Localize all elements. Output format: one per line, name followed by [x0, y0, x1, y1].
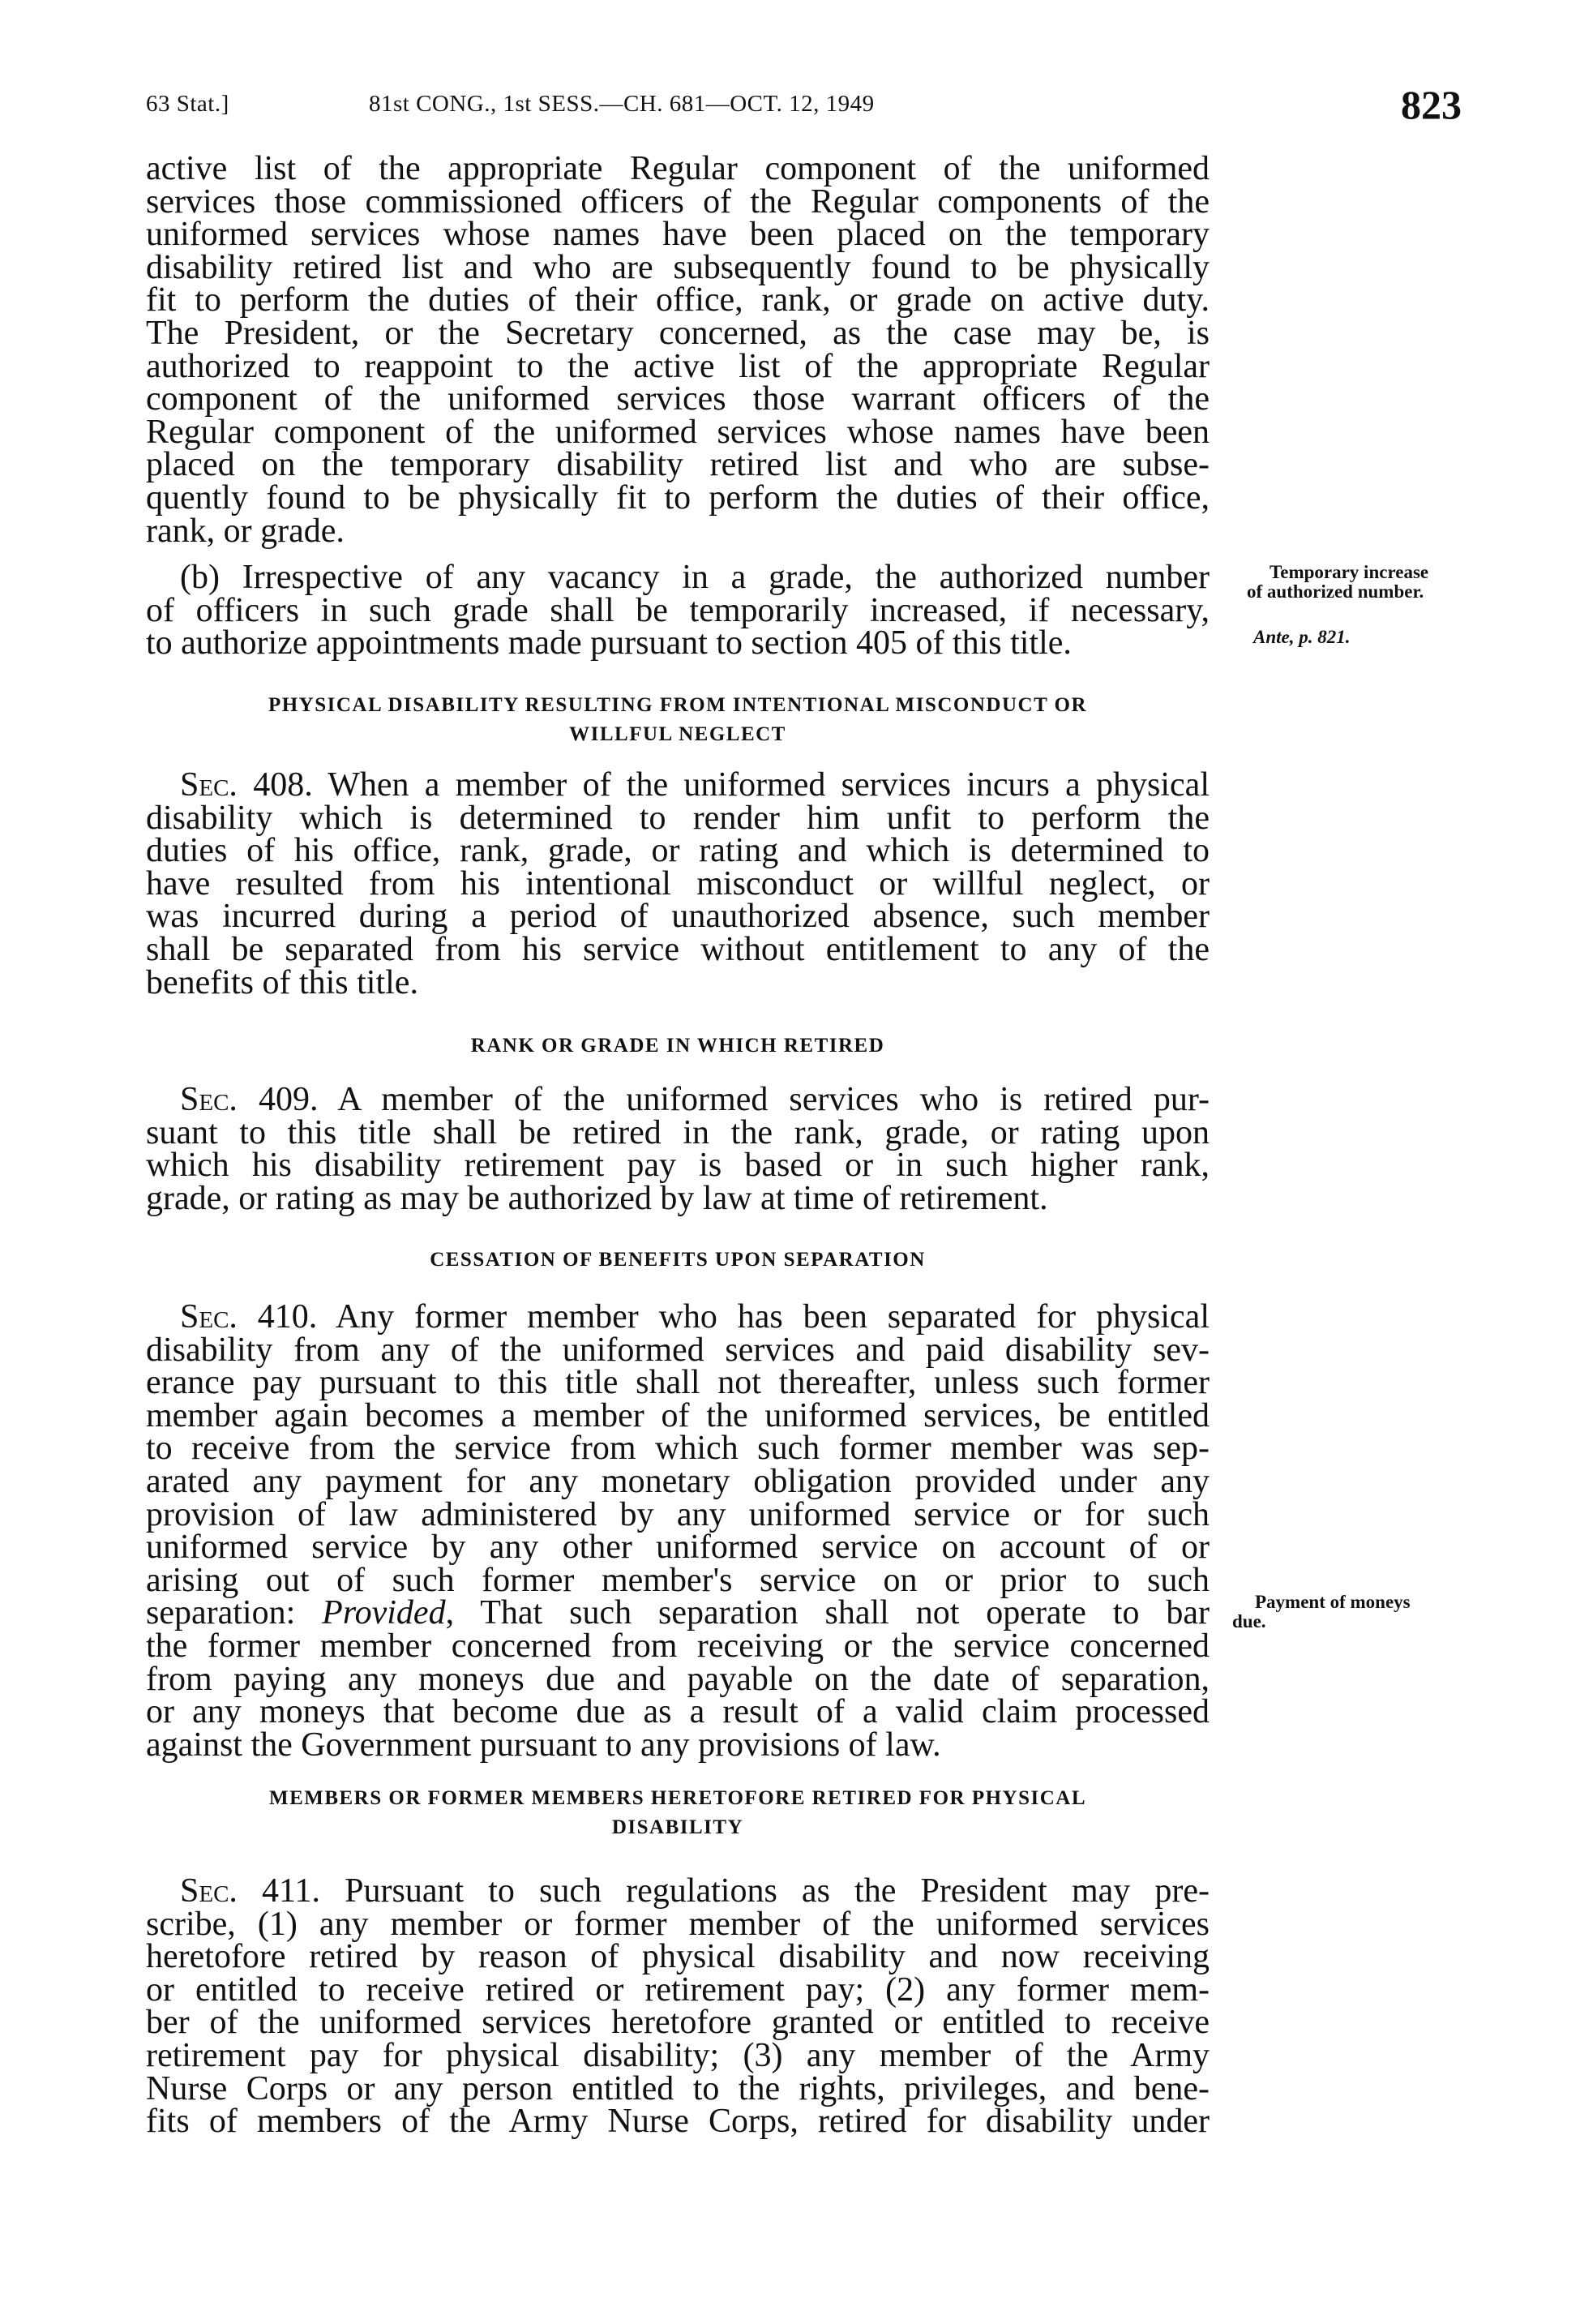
text-line: of officers in such grade shall be temporarily increased, if necessary, [146, 591, 1210, 629]
heading-line: PHYSICAL DISABILITY RESULTING FROM INTENTIONAL MISCONDUCT OR [268, 694, 1088, 716]
page-number: 823 [1401, 82, 1462, 127]
text-line: Sec. 410. Any former member who has been separated for physical [180, 1298, 1210, 1336]
header-running-title: 81st CONG., 1st SESS.—CH. 681—OCT. 12, 1949 [369, 91, 875, 117]
text-line: arated any payment for any monetary obligation provided under any [146, 1462, 1210, 1500]
text-line: heretofore retired by reason of physical disability and now receiving [146, 1938, 1210, 1976]
margin-note-line: Payment of moneys [1255, 1592, 1411, 1612]
text-line: disability from any of the uniformed services and paid disability sev- [146, 1331, 1210, 1369]
text-line: fits of members of the Army Nurse Corps, retired for disability under [146, 2103, 1210, 2141]
text-line: to receive from the service from which such former member was sep- [146, 1430, 1210, 1468]
text-line: (b) Irrespective of any vacancy in a grade, the authorized number [180, 559, 1210, 596]
text-line: Sec. 409. A member of the uniformed services who is retired pur- [180, 1081, 1210, 1118]
header-volume: 63 Stat.] [146, 91, 229, 117]
text-line: Nurse Corps or any person entitled to the rights, privileges, and bene- [146, 2069, 1210, 2107]
text-line: uniformed service by any other uniformed service on account of or [146, 1529, 1210, 1567]
heading-line: DISABILITY [611, 1816, 744, 1838]
text-line: uniformed services whose names have been placed on the temporary [146, 216, 1210, 254]
text-line: component of the uniformed services those warrant officers of the [146, 380, 1210, 418]
text-line: Regular component of the uniformed services whose names have been [146, 413, 1210, 451]
text-line: shall be separated from his service without entitlement to any of the [146, 930, 1210, 968]
text-line: or any moneys that become due as a result of a valid claim processed [146, 1693, 1210, 1731]
text-line: or entitled to receive retired or retirement pay; (2) any former mem- [146, 1970, 1210, 2009]
text-line: against the Government pursuant to any provisions of law. [146, 1726, 941, 1764]
text-line: The President, or the Secretary concerned, as the case may be, is [146, 314, 1210, 352]
heading-line: MEMBERS OR FORMER MEMBERS HERETOFORE RETIRED FOR PHYSICAL [268, 1787, 1087, 1809]
text-line: disability retired list and who are subsequently found to be physically [146, 248, 1210, 286]
paragraph-b [146, 561, 1210, 660]
text-line: quently found to be physically fit to perform the duties of their office, [146, 478, 1210, 517]
section-408 [146, 766, 1210, 1001]
text-line: from paying any moneys due and payable on the date of separation, [146, 1660, 1210, 1698]
text-line: ber of the uniformed services heretofore granted or entitled to receive [146, 2004, 1210, 2042]
text-line: have resulted from his intentional misconduct or willful neglect, or [146, 864, 1210, 903]
text-line: services those commissioned officers of the Regular components of the [146, 182, 1210, 221]
section-409 [146, 1083, 1210, 1215]
text-line: fit to perform the duties of their office, rank, or grade on active duty. [146, 281, 1210, 319]
text-line: provision of law administered by any uniformed service or for such [146, 1495, 1210, 1533]
text-line: disability which is determined to render him unfit to perform the [146, 799, 1210, 837]
text-line: suant to this title shall be retired in the rank, grade, or rating upon [146, 1113, 1210, 1151]
margin-note-ante: Ante, p. 821. [1253, 627, 1351, 647]
text-line: Sec. 411. Pursuant to such regulations as the President may pre- [180, 1872, 1210, 1910]
text-line: to authorize appointments made pursuant to section 405 of this title. [146, 624, 1072, 662]
section-410 [146, 1298, 1210, 1764]
text-line: retirement pay for physical disability; (3) any member of the Army [146, 2036, 1210, 2074]
heading-line: WILLFUL NEGLECT [569, 723, 786, 745]
text-line: active list of the appropriate Regular component of the uniformed [146, 150, 1210, 187]
text-line: authorized to reappoint to the active list of the appropriate Regular [146, 347, 1210, 385]
paragraph-continuation [146, 150, 1210, 550]
heading-sec-409 [146, 1031, 1210, 1061]
heading-line: CESSATION OF BENEFITS UPON SEPARATION [430, 1249, 926, 1271]
heading-sec-410 [146, 1246, 1210, 1275]
margin-note-payment [1232, 1593, 1411, 1632]
section-411 [146, 1872, 1210, 2141]
heading-sec-408 [146, 691, 1210, 749]
text-line: grade, or rating as may be authorized by law at time of retirement. [146, 1179, 1048, 1217]
margin-note-temporary-increase [1247, 563, 1458, 602]
margin-note-line: Temporary increase [1270, 562, 1429, 582]
heading-sec-411 [146, 1784, 1210, 1842]
text-line: separation: Provided, That such separation shall not operate to bar [146, 1594, 1210, 1632]
text-line: scribe, (1) any member or former member of the uniformed services [146, 1905, 1210, 1943]
heading-line: RANK OR GRADE IN WHICH RETIRED [470, 1035, 885, 1057]
text-line: which his disability retirement pay is based or in such higher rank, [146, 1147, 1210, 1185]
text-line: erance pay pursuant to this title shall not thereafter, unless such former [146, 1364, 1210, 1402]
text-line: placed on the temporary disability retired list and who are subse- [146, 446, 1210, 484]
text-line: was incurred during a period of unauthorized absence, such member [146, 898, 1210, 936]
text-line: Sec. 408. When a member of the uniformed services incurs a physical [180, 766, 1210, 804]
text-line: benefits of this title. [146, 963, 418, 1001]
text-line: rank, or grade. [146, 512, 345, 550]
margin-note-line: due. [1232, 1611, 1266, 1632]
text-line: arising out of such former member's service on or prior to such [146, 1561, 1210, 1599]
text-line: member again becomes a member of the uniformed services, be entitled [146, 1396, 1210, 1434]
text-line: the former member concerned from receiving or the service concerned [146, 1627, 1210, 1665]
text-line: duties of his office, rank, grade, or rating and which is determined to [146, 832, 1210, 870]
margin-note-line: of authorized number. [1247, 581, 1424, 602]
